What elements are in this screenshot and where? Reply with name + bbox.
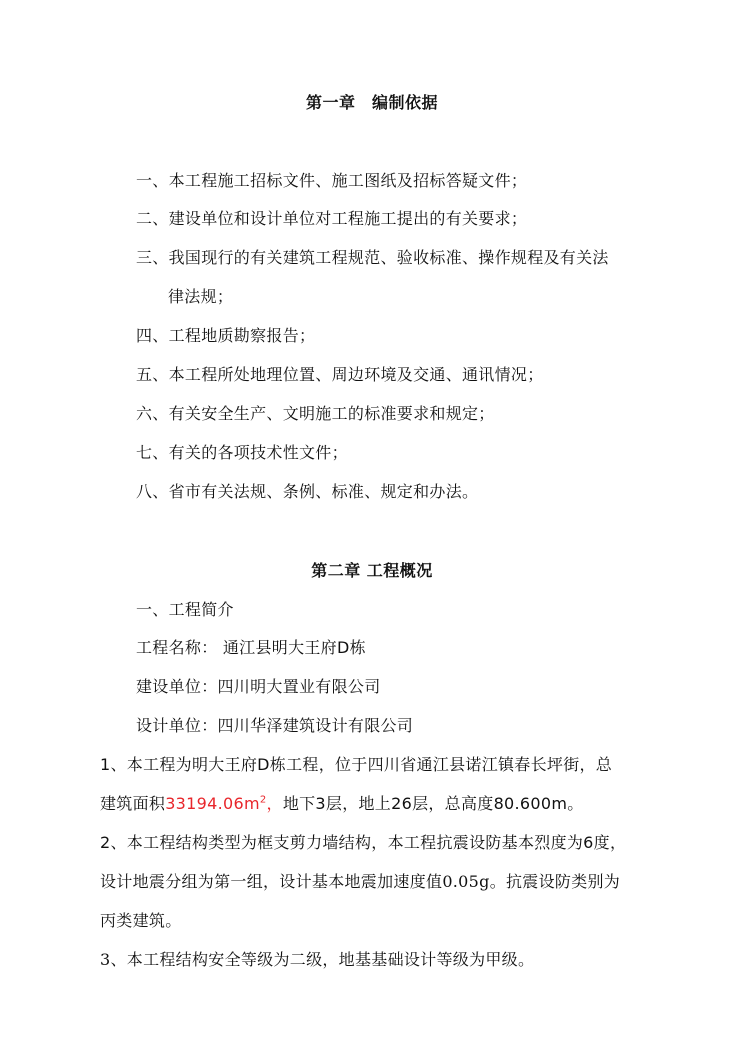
project-name: 工程名称： 通江县明大王府D栋 [136, 638, 366, 657]
basis-item-1: 一、本工程施工招标文件、施工图纸及招标答疑文件； [136, 171, 528, 190]
basis-item-7: 七、有关的各项技术性文件； [136, 443, 348, 462]
para2-line2: 设计地震分组为第一组，设计基本地震加速度值0.05g。抗震设防类别为 [100, 872, 621, 891]
basis-item-2: 二、建设单位和设计单位对工程施工提出的有关要求； [136, 209, 528, 228]
basis-item-5: 五、本工程所处地理位置、周边环境及交通、通讯情况； [136, 365, 544, 384]
para2-line1: 2、本工程结构类型为框支剪力墙结构，本工程抗震设防基本烈度为6度， [100, 833, 627, 852]
para1-line2 [100, 794, 584, 814]
basis-item-8: 八、省市有关法规、条例、标准、规定和办法。 [136, 482, 479, 501]
builder-unit: 建设单位：四川明大置业有限公司 [136, 677, 381, 696]
para1-line1: 1、本工程为明大王府D栋工程，位于四川省通江县诺江镇春长坪街，总 [100, 755, 613, 774]
chapter2-title: 第二章 工程概况 [311, 561, 433, 580]
para3-number: 3 [100, 950, 111, 969]
acceleration-value: 0.05g [442, 872, 490, 891]
basis-item-3: 三、我国现行的有关建筑工程规范、验收标准、操作规程及有关法 [136, 248, 609, 267]
basis-item-3-cont: 律法规； [168, 287, 234, 306]
building-area-value: $33194.06m^2$， [165, 794, 283, 813]
chapter1-title: 第一章 编制依据 [305, 93, 438, 112]
section-project-intro: 一、工程简介 [136, 600, 234, 619]
design-unit: 设计单位：四川华泽建筑设计有限公司 [136, 716, 414, 735]
para2-line3: 丙类建筑。 [100, 911, 182, 930]
para1-area-label: 建筑面积 [100, 794, 166, 813]
basis-item-4: 四、工程地质勘察报告； [136, 326, 316, 345]
para3-line1: 3、本工程结构安全等级为二级，地基基础设计等级为甲级。 [100, 950, 535, 969]
basis-item-6: 六、有关安全生产、文明施工的标准要求和规定； [136, 404, 495, 423]
para1-floors-height: 地下3层，地上26层，总高度80.600m。 [282, 794, 584, 813]
